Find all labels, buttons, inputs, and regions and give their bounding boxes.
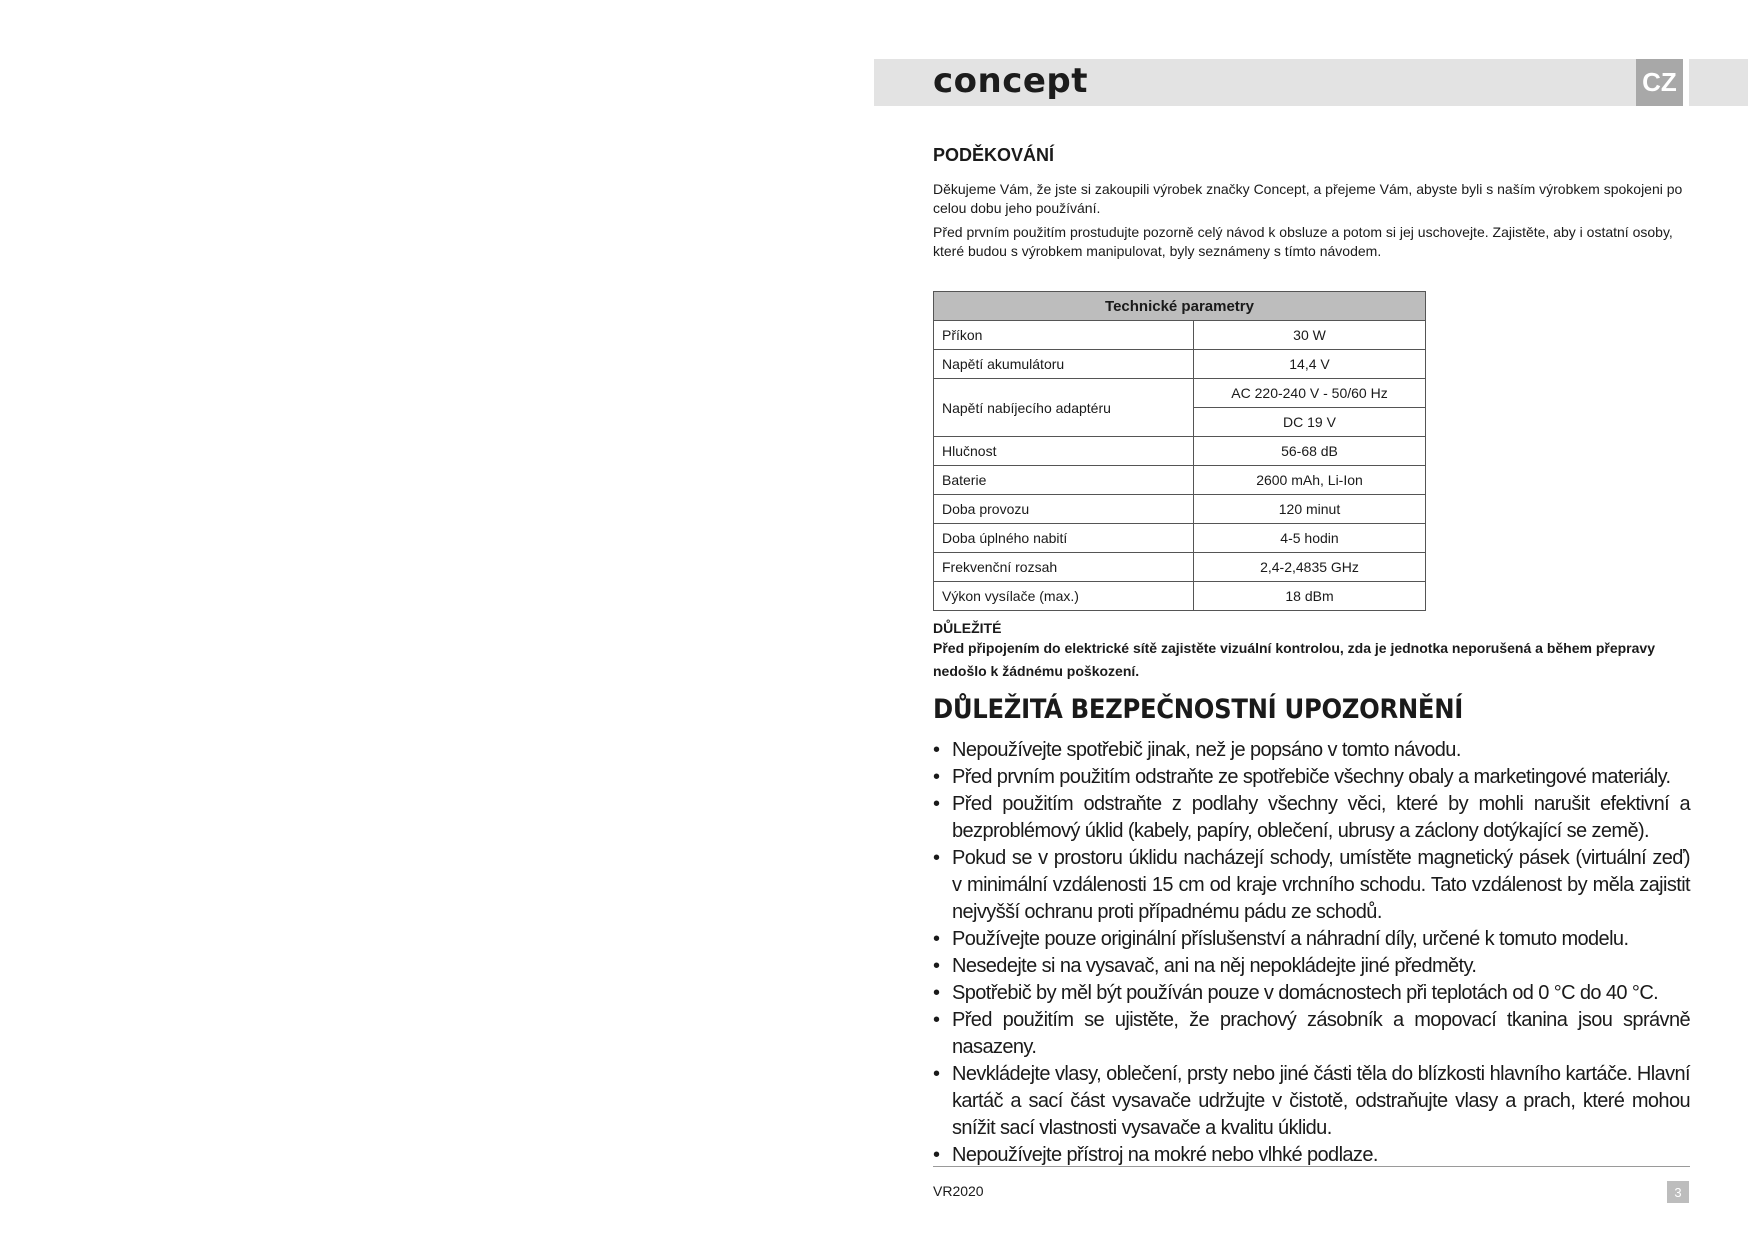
header-band-right bbox=[1689, 59, 1748, 106]
thanks-paragraph: Děkujeme Vám, že jste si zakoupili výrobek značky Concept, a přejeme Vám, abyste byli s naším výrobkem spokojeni po celou dobu jeho používání. bbox=[933, 181, 1683, 216]
list-item bbox=[933, 926, 1690, 953]
param-value: 18 dBm bbox=[1194, 582, 1426, 611]
param-value: 4-5 hodin bbox=[1194, 524, 1426, 553]
list-item bbox=[933, 737, 1690, 764]
list-item-text: Před prvním použitím odstraňte ze spotřebiče všechny obaly a marketingové materiály. bbox=[952, 766, 1671, 788]
bullet-icon: • bbox=[933, 739, 940, 761]
table-row bbox=[934, 553, 1426, 582]
safety-list bbox=[933, 737, 1690, 1169]
param-label: Napětí akumulátoru bbox=[934, 350, 1194, 379]
list-item bbox=[933, 791, 1690, 845]
table-title: Technické parametry bbox=[934, 292, 1426, 321]
list-item bbox=[933, 1061, 1690, 1142]
param-label: Doba úplného nabití bbox=[934, 524, 1194, 553]
table-row bbox=[934, 524, 1426, 553]
list-item-text: Nesedejte si na vysavač, ani na něj nepokládejte jiné předměty. bbox=[952, 955, 1477, 977]
list-item bbox=[933, 845, 1690, 926]
list-item-text: Nepoužívejte spotřebič jinak, než je popsáno v tomto návodu. bbox=[952, 739, 1461, 761]
table-header-row bbox=[934, 292, 1426, 321]
param-value: 56-68 dB bbox=[1194, 437, 1426, 466]
thanks-title: PODĚKOVÁNÍ bbox=[933, 145, 1055, 165]
param-label: Frekvenční rozsah bbox=[934, 553, 1194, 582]
param-label: Příkon bbox=[934, 321, 1194, 350]
param-value: 14,4 V bbox=[1194, 350, 1426, 379]
list-item-text: Nevkládejte vlasy, oblečení, prsty nebo jiné části těla do blízkosti hlavního kartáče. Hlavní kartáč a sací část vysavače udržujte v čistotě, odstraňujte vlasy a prach, které mohou snížit sací vlastnosti vysavače a kvalitu úklidu. bbox=[952, 1063, 1690, 1139]
important-title: DŮLEŽITÉ bbox=[933, 620, 1002, 636]
list-item-text: Pokud se v prostoru úklidu nacházejí schody, umístěte magnetický pásek (virtuální zeď) v minimální vzdálenosti 15 cm od kraje vrchního schodu. Tato vzdálenost by měla zajistit nejvyšší ochranu proti případnému pádu ze schodů. bbox=[952, 847, 1690, 923]
bullet-icon: • bbox=[933, 766, 940, 788]
list-item-text: Před použitím odstraňte z podlahy všechny věci, které by mohli narušit efektivní a bezproblémový úklid (kabely, papíry, oblečení, ubrusy a záclony dotýkající se země). bbox=[952, 793, 1690, 842]
table-row bbox=[934, 582, 1426, 611]
param-value: 2600 mAh, Li-Ion bbox=[1194, 466, 1426, 495]
param-label: Napětí nabíjecího adaptéru bbox=[934, 379, 1194, 437]
bullet-icon: • bbox=[933, 847, 940, 869]
bullet-icon: • bbox=[933, 955, 940, 977]
param-label: Hlučnost bbox=[934, 437, 1194, 466]
bullet-icon: • bbox=[933, 1009, 940, 1031]
important-text: Před připojením do elektrické sítě zajistěte vizuální kontrolou, zda je jednotka neporušená a během přepravy nedošlo k žádnému poškození. bbox=[933, 640, 1655, 679]
list-item-text: Nepoužívejte přístroj na mokré nebo vlhké podlaze. bbox=[952, 1144, 1378, 1166]
list-item-text: Spotřebič by měl být používán pouze v domácnostech při teplotách od 0 °C do 40 °C. bbox=[952, 982, 1659, 1004]
bullet-icon: • bbox=[933, 1144, 940, 1166]
list-item bbox=[933, 953, 1690, 980]
list-item-text: Před použitím se ujistěte, že prachový zásobník a mopovací tkanina jsou správně nasazeny. bbox=[952, 1009, 1690, 1058]
param-label: Výkon vysílače (max.) bbox=[934, 582, 1194, 611]
table-row bbox=[934, 495, 1426, 524]
param-value: 30 W bbox=[1194, 321, 1426, 350]
bullet-icon: • bbox=[933, 793, 940, 815]
list-item bbox=[933, 1142, 1690, 1169]
brand-logo: concept bbox=[933, 61, 1089, 101]
tech-parameters-table bbox=[933, 291, 1426, 611]
list-item bbox=[933, 980, 1690, 1007]
param-value: AC 220-240 V - 50/60 Hz bbox=[1194, 379, 1426, 408]
bullet-icon: • bbox=[933, 982, 940, 1004]
table-row bbox=[934, 379, 1426, 408]
list-item bbox=[933, 764, 1690, 791]
list-item-text: Používejte pouze originální příslušenství a náhradní díly, určené k tomuto modelu. bbox=[952, 928, 1629, 950]
table-row bbox=[934, 466, 1426, 495]
param-value: 2,4-2,4835 GHz bbox=[1194, 553, 1426, 582]
param-value: 120 minut bbox=[1194, 495, 1426, 524]
model-number: VR2020 bbox=[933, 1183, 984, 1199]
param-label: Doba provozu bbox=[934, 495, 1194, 524]
table-row bbox=[934, 350, 1426, 379]
page-number: 3 bbox=[1667, 1181, 1689, 1203]
footer-divider bbox=[933, 1166, 1690, 1167]
safety-title: DŮLEŽITÁ BEZPEČNOSTNÍ UPOZORNĚNÍ bbox=[933, 694, 1463, 725]
table-row bbox=[934, 321, 1426, 350]
param-label: Baterie bbox=[934, 466, 1194, 495]
param-value: DC 19 V bbox=[1194, 408, 1426, 437]
bullet-icon: • bbox=[933, 928, 940, 950]
table-row bbox=[934, 437, 1426, 466]
bullet-icon: • bbox=[933, 1063, 940, 1085]
language-badge: CZ bbox=[1636, 59, 1683, 106]
thanks-paragraph: Před prvním použitím prostudujte pozorně celý návod k obsluze a potom si jej uschovejte. Zajistěte, aby i ostatní osoby, které budou s výrobkem manipulovat, byly seznámeny s tímto návodem. bbox=[933, 224, 1673, 259]
list-item bbox=[933, 1007, 1690, 1061]
